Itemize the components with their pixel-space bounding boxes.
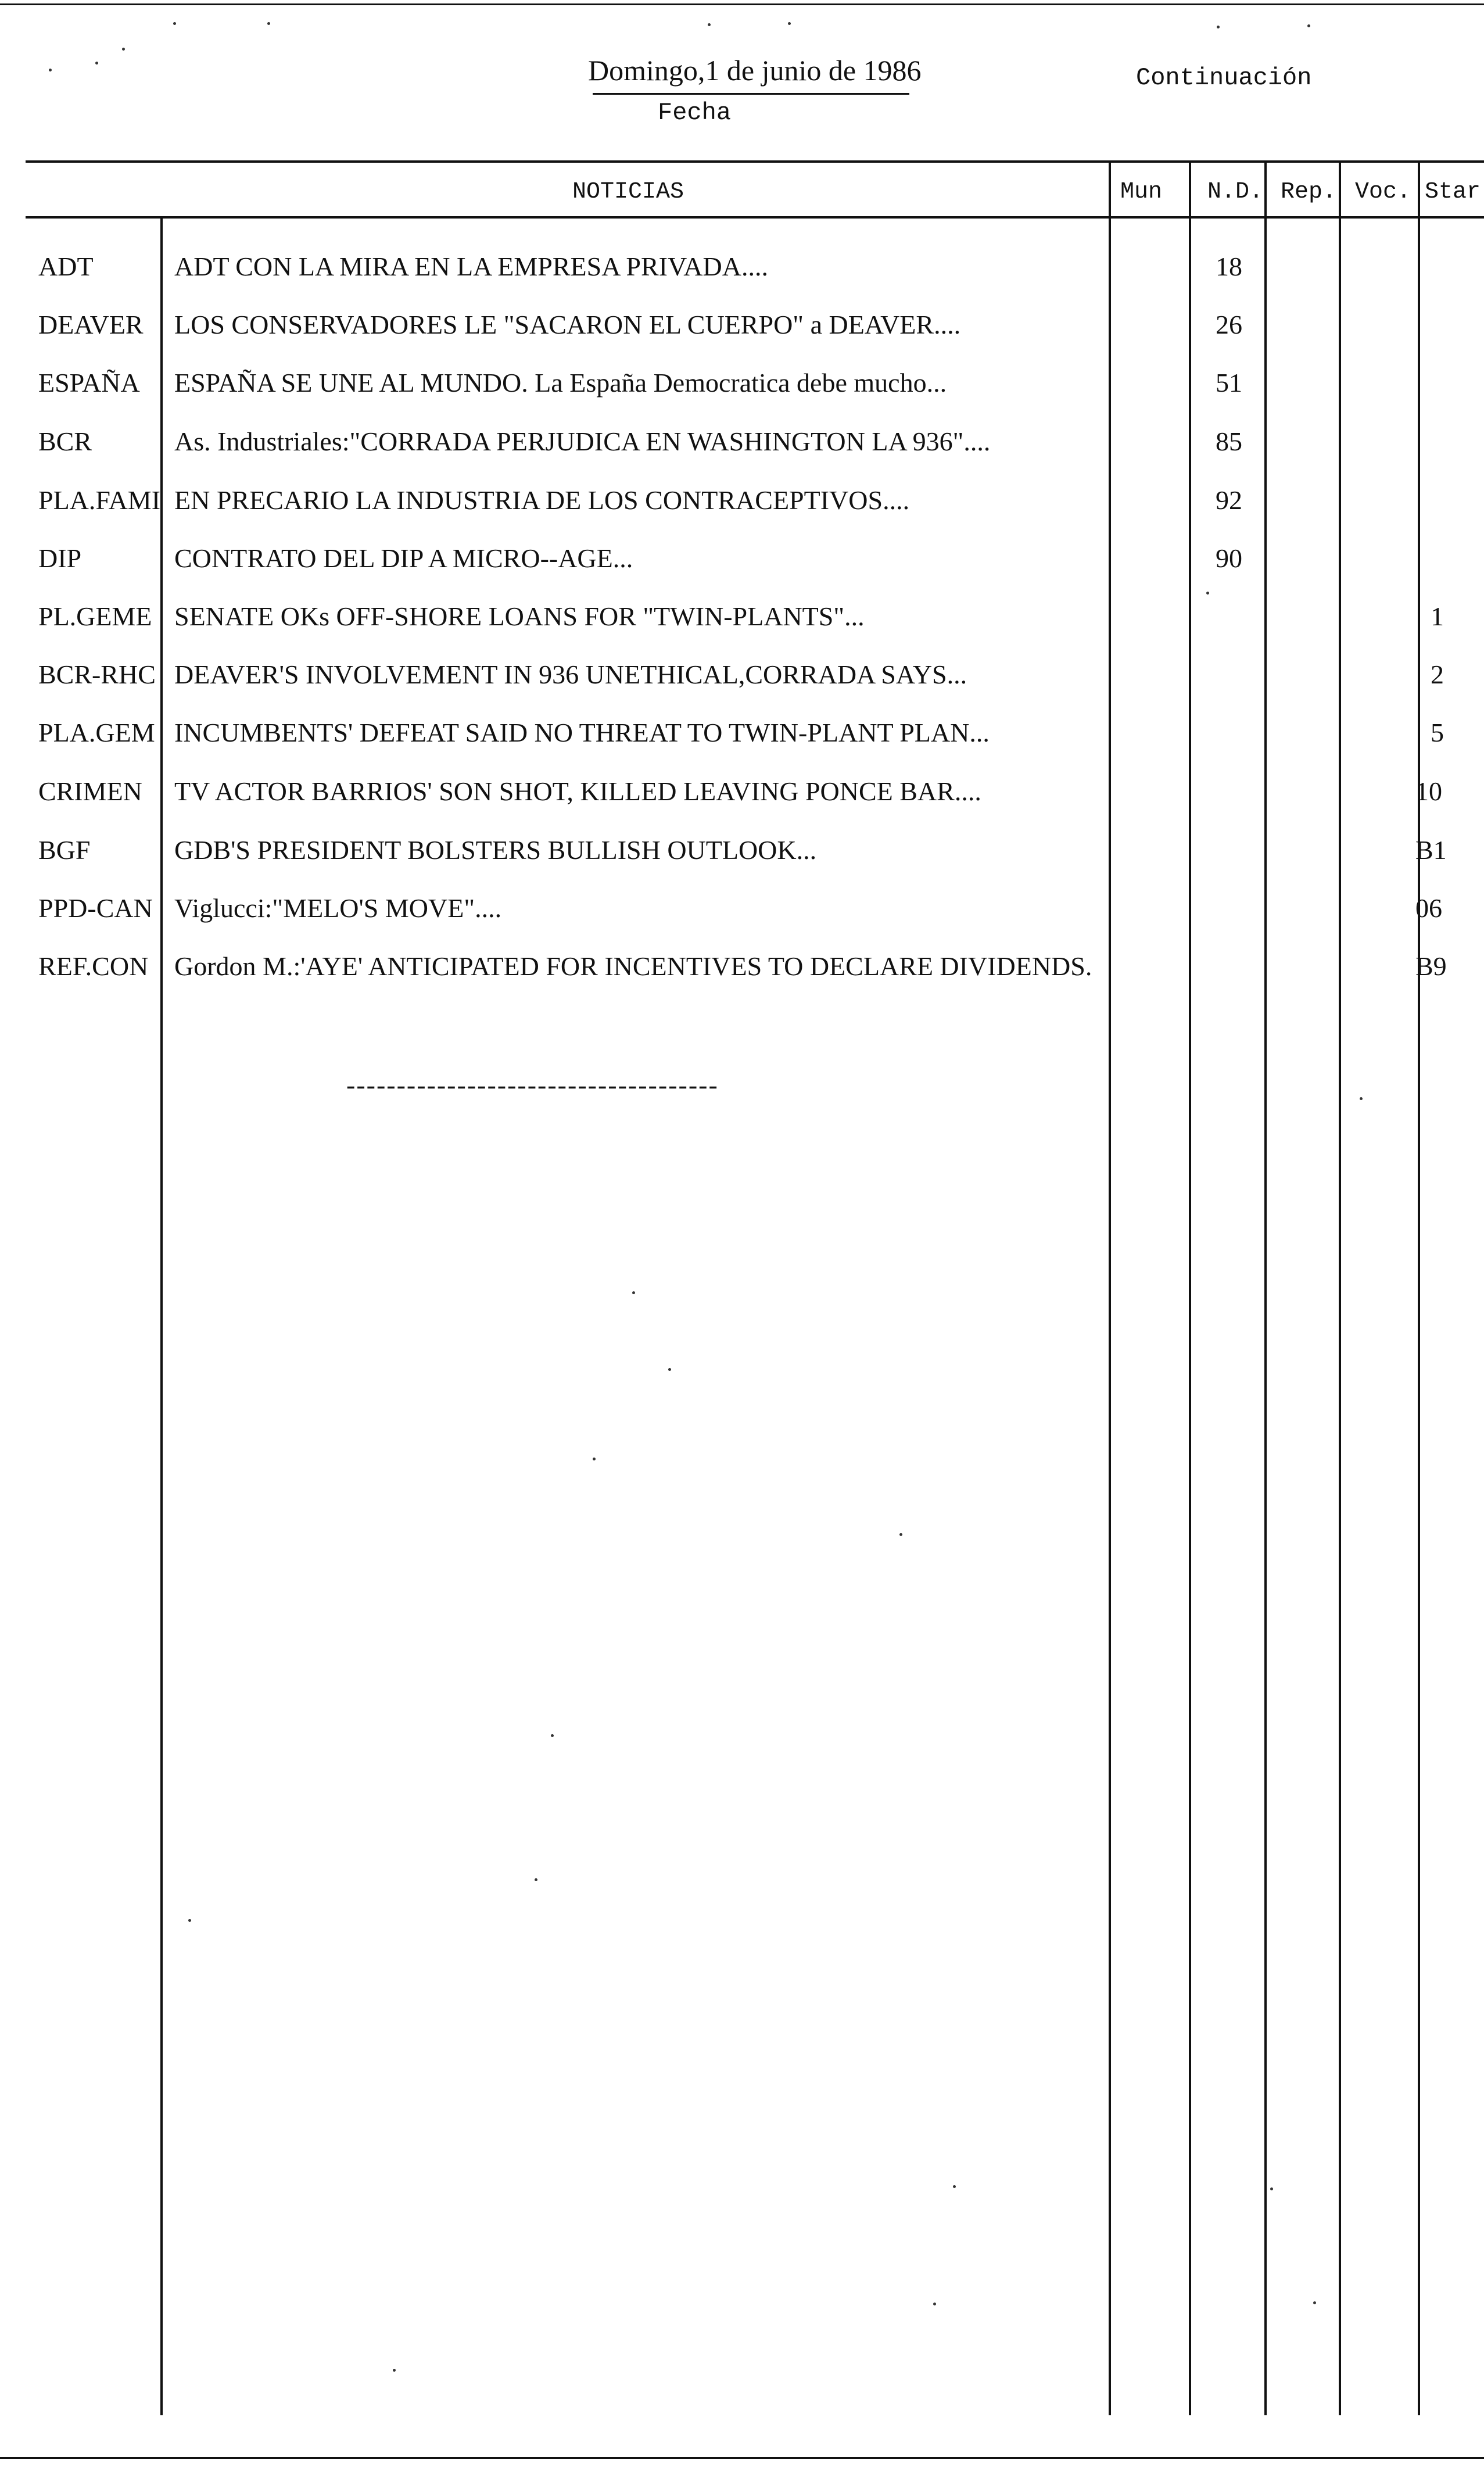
voc-column-divider [1339,160,1341,2415]
rep-column-divider [1264,160,1267,2415]
star-column-divider [1418,160,1420,2415]
row-title: TV ACTOR BARRIOS' SON SHOT, KILLED LEAVING PONCE BAR.... [174,776,981,806]
column-header-nd: N.D. [1207,179,1264,205]
row-nd: 26 [1216,310,1242,339]
mun-column-divider [1109,160,1111,2415]
row-code: ADT [38,252,94,281]
code-column-divider [160,219,163,2415]
row-title: ADT CON LA MIRA EN LA EMPRESA PRIVADA.... [174,252,768,281]
end-of-list-marker: ------------------------------------- [346,1070,719,1100]
row-code: PLA.FAMI [38,485,160,515]
row-title: DEAVER'S INVOLVEMENT IN 936 UNETHICAL,CORRADA SAYS... [174,660,967,689]
row-title: INCUMBENTS' DEFEAT SAID NO THREAT TO TWIN-PLANT PLAN... [174,718,990,747]
row-nd: 18 [1216,252,1242,281]
page-bottom-rule [0,2457,1484,2459]
row-title: As. Industriales:"CORRADA PERJUDICA EN WASHINGTON LA 936".... [174,427,991,456]
row-code: PPD-CAN [38,893,153,923]
row-star: B1 [1415,835,1447,865]
date-underline [593,93,909,95]
row-code: CRIMEN [38,776,142,806]
column-header-rep: Rep. [1281,179,1337,205]
row-code: DEAVER [38,310,144,339]
row-code: PL.GEME [38,601,152,631]
column-header-mun: Mun [1120,179,1163,205]
row-title: SENATE OKs OFF-SHORE LOANS FOR "TWIN-PLANTS"... [174,601,865,631]
column-header-star: Star [1425,179,1481,205]
column-header-news: NOTICIAS [572,179,684,205]
row-code: BGF [38,835,91,865]
row-nd: 90 [1216,543,1242,573]
row-star: 10 [1415,776,1442,806]
page-top-rule [0,3,1484,5]
row-star: 5 [1431,718,1444,747]
row-title: EN PRECARIO LA INDUSTRIA DE LOS CONTRACEPTIVOS.... [174,485,910,515]
row-code: PLA.GEM [38,718,155,747]
row-nd: 92 [1216,485,1242,515]
row-star: 2 [1431,660,1444,689]
row-title: Gordon M.:'AYE' ANTICIPATED FOR INCENTIVES TO DECLARE DIVIDENDS. [174,951,1092,981]
row-code: ESPAÑA [38,368,140,398]
row-code: BCR [38,427,92,456]
row-title: CONTRATO DEL DIP A MICRO--AGE... [174,543,633,573]
row-star: 06 [1415,893,1442,923]
document-date: Domingo,1 de junio de 1986 [588,54,922,87]
row-code: DIP [38,543,82,573]
row-star: B9 [1415,951,1447,981]
continuation-label: Continuación [1136,64,1312,92]
row-nd: 85 [1216,427,1242,456]
row-title: GDB'S PRESIDENT BOLSTERS BULLISH OUTLOOK... [174,835,817,865]
row-title: LOS CONSERVADORES LE "SACARON EL CUERPO" a DEAVER.... [174,310,961,339]
row-code: BCR-RHC [38,660,156,689]
row-title: ESPAÑA SE UNE AL MUNDO. La España Democratica debe mucho... [174,368,947,398]
row-title: Viglucci:"MELO'S MOVE".... [174,893,502,923]
row-nd: 51 [1216,368,1242,398]
nd-column-divider [1189,160,1191,2415]
row-code: REF.CON [38,951,149,981]
row-star: 1 [1431,601,1444,631]
date-label: Fecha [658,99,732,127]
column-header-voc: Voc. [1355,179,1411,205]
